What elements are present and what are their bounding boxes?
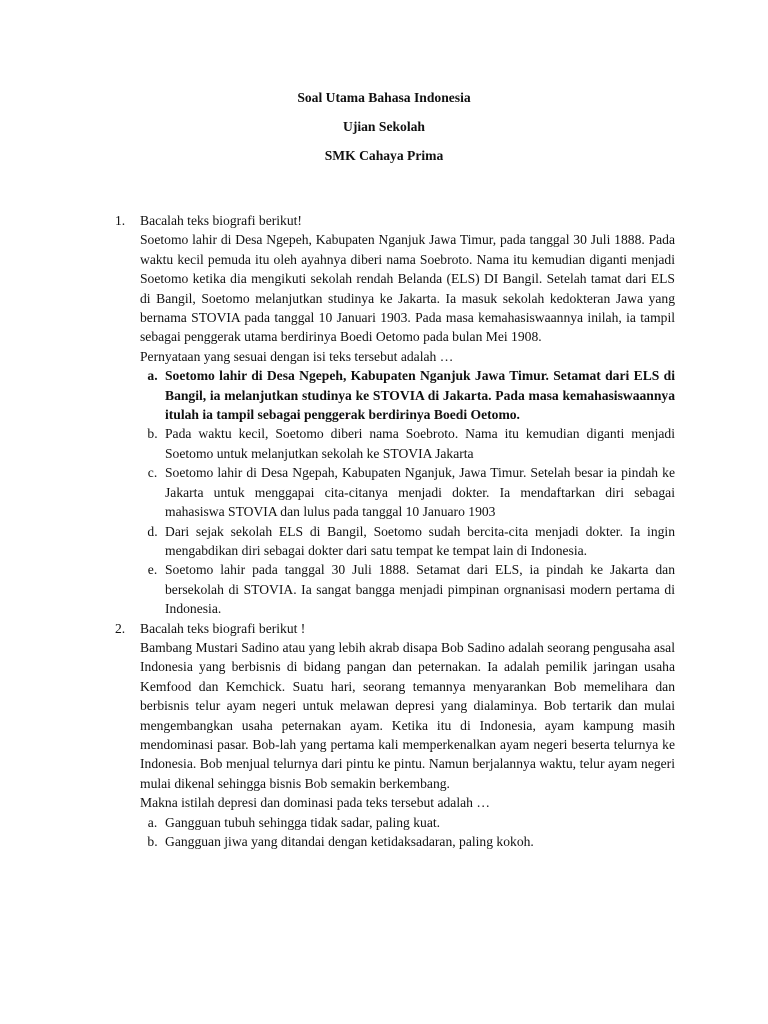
school-name: SMK Cahaya Prima — [324, 148, 444, 163]
answer-option-e — [140, 560, 675, 618]
question-list — [115, 211, 675, 851]
option-letter: b. — [147, 834, 158, 849]
option-text: Soetomo lahir di Desa Ngepah, Kabupaten Nganjuk, Jawa Timur. Setelah besar ia pindah ke Jakarta untuk menggapai cita-citanya menjadi dokter. Ia mendaftarkan diri sebagai mahasiswa STOVIA dan lulus pada tanggal 10 Januaro 1903 — [165, 465, 675, 520]
option-letter: d. — [147, 523, 158, 539]
option-text: Soetomo lahir di Desa Ngepeh, Kabupaten Nganjuk Jawa Timur. Setamat dari ELS di Bangil, ia melanjutkan studinya ke STOVIA di Jakarta. Pada masa kemahasiswaannya itulah ia tampil sebagai penggerak berdirinya Boedi Oetomo. — [165, 368, 675, 423]
document-header — [0, 88, 768, 175]
option-letter: a. — [147, 368, 158, 384]
option-text: Dari sejak sekolah ELS di Bangil, Soetomo sudah bercita-cita menjadi dokter. Ia ingin mengabdikan diri sebagai dokter dari satu tempat ke tempat lain di Indonesia. — [165, 523, 675, 558]
question-prompt: Pernyataan yang sesuai dengan isi teks tersebut adalah … — [140, 348, 454, 364]
option-letter: e. — [147, 562, 158, 578]
answer-option-b — [140, 424, 675, 463]
option-letter: a. — [147, 814, 158, 830]
option-text: Gangguan tubuh sehingga tidak sadar, paling kuat. — [165, 814, 441, 830]
document-subtitle: Ujian Sekolah — [343, 119, 425, 134]
option-text: Gangguan jiwa yang ditandai dengan ketidaksadaran, paling kokoh. — [165, 834, 534, 849]
document-title: Soal Utama Bahasa Indonesia — [297, 90, 471, 105]
option-letter: c. — [147, 465, 158, 481]
option-text: Pada waktu kecil, Soetomo diberi nama Soebroto. Nama itu kemudian diganti menjadi Soetomo untuk melanjutkan sekolah ke STOVIA Jakarta — [165, 426, 675, 461]
question-passage: Bambang Mustari Sadino atau yang lebih akrab disapa Bob Sadino adalah seorang pengusaha asal Indonesia yang berbisnis di bidang pangan dan peternakan. Ia adalah pemilik jaringan usaha Kemfood dan Kemchick. Suatu hari, seorang temannya menyarankan Bob memelihara dan berbisnis telur ayam negeri untuk melawan depresi yang dialaminya. Bob tertarik dan mulai mengembangkan usaha peternakan ayam. Ketika itu di Indonesia, ayam kampung masih mendominasi pasar. Bob-lah yang pertama kali memperkenalkan ayam negeri beserta telurnya ke Indonesia. Bob menjual telurnya dari pintu ke pintu. Namun berjalannya waktu, telur ayam negeri mulai dikenal sehingga bisnis Bob semakin berkembang. — [140, 639, 675, 791]
question-1 — [115, 211, 675, 619]
answer-option-b — [140, 832, 675, 851]
question-instruction: Bacalah teks biografi berikut! — [140, 213, 302, 228]
question-number: 2. — [115, 620, 126, 636]
answer-option-c — [140, 463, 675, 521]
question-2 — [115, 619, 675, 852]
question-prompt: Makna istilah depresi dan dominasi pada teks tersebut adalah … — [140, 795, 490, 811]
answer-option-a — [140, 366, 675, 424]
question-passage: Soetomo lahir di Desa Ngepeh, Kabupaten Nganjuk Jawa Timur, pada tanggal 30 Juli 1888. Pada waktu kecil pemuda itu oleh ayahnya diberi nama Soebroto. Nama itu kemudian diganti menjadi Soetomo ketika dia mengikuti sekolah rendah Belanda (ELS) DI Bangil. Setelah tamat dari ELS di Bangil, Soetomo melanjutkan studinya ke Jakarta. Ia masuk sekolah kedokteran Jawa yang bernama STOVIA pada tanggal 10 Januari 1903. Pada masa kemahasiswaannya inilah, ia tampil sebagai penggerak utama berdirinya Boedi Oetomo pada bulan Mei 1908. — [140, 232, 675, 345]
answer-option-d — [140, 522, 675, 561]
option-text: Soetomo lahir pada tanggal 30 Juli 1888. Setamat dari ELS, ia pindah ke Jakarta dan bersekolah di STOVIA. Ia sangat bangga menjadi pimpinan orgnanisasi modern pertama di Indonesia. — [165, 562, 675, 617]
question-instruction: Bacalah teks biografi berikut ! — [140, 620, 306, 636]
answer-option-a — [140, 813, 675, 832]
question-number: 1. — [115, 213, 126, 228]
option-letter: b. — [147, 426, 158, 442]
